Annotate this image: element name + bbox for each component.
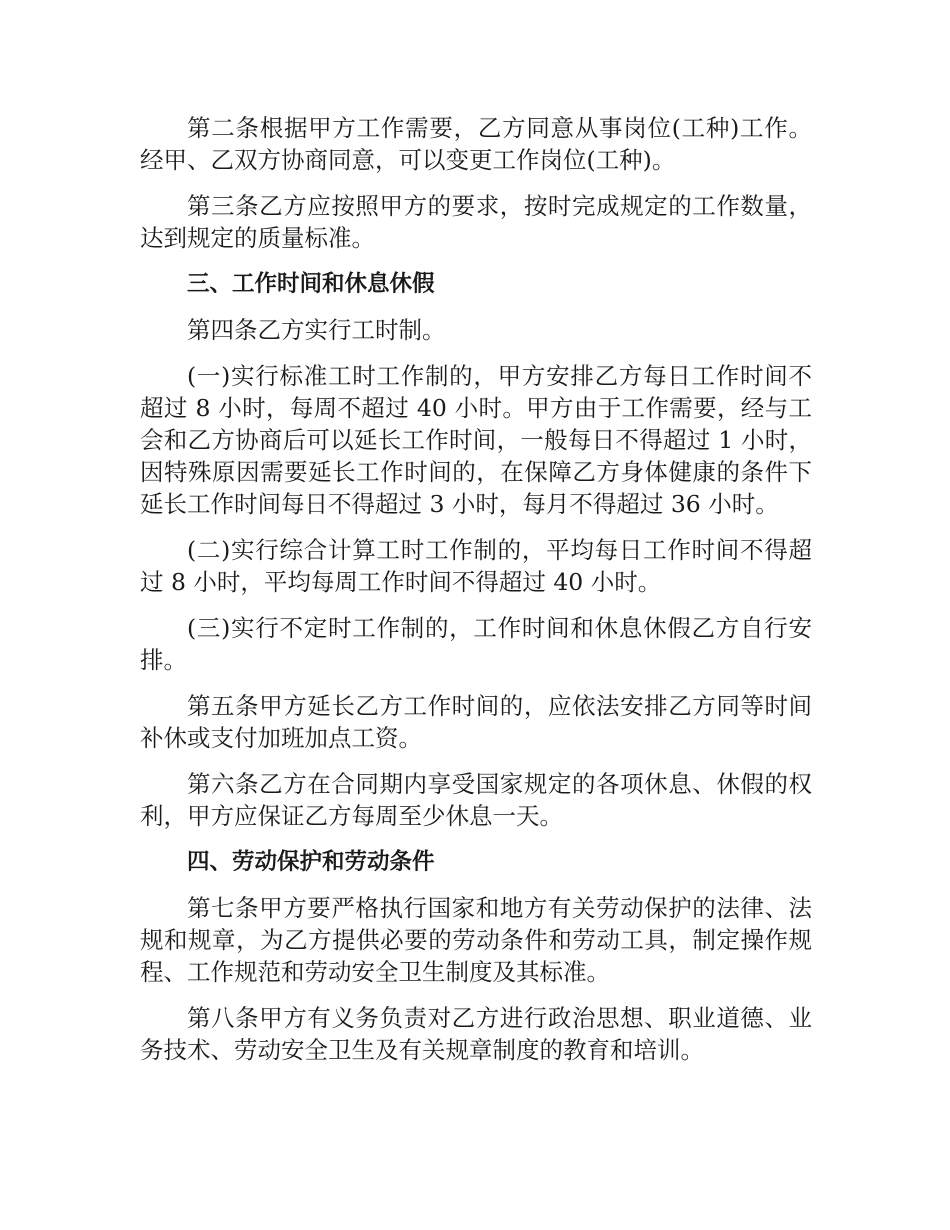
article-4-item-2: (二)实行综合计算工时工作制的，平均每日工作时间不得超过 8 小时，平均每周工作时间不得超过 40 小时。 (140, 536, 812, 596)
article-7-paragraph: 第七条甲方要严格执行国家和地方有关劳动保护的法律、法规和规章，为乙方提供必要的劳动条件和劳动工具，制定操作规程、工作规范和劳动安全卫生制度及其标准。 (140, 894, 812, 986)
article-6-paragraph: 第六条乙方在合同期内享受国家规定的各项休息、休假的权利，甲方应保证乙方每周至少休息一天。 (140, 770, 812, 830)
article-4-item-3: (三)实行不定时工作制的，工作时间和休息休假乙方自行安排。 (140, 614, 812, 674)
article-4-paragraph: 第四条乙方实行工时制。 (187, 316, 446, 344)
section-3-heading: 三、工作时间和休息休假 (187, 271, 435, 297)
article-2-paragraph: 第二条根据甲方工作需要，乙方同意从事岗位(工种)工作。经甲、乙双方协商同意，可以变更工作岗位(工种)。 (140, 114, 812, 174)
article-8-paragraph: 第八条甲方有义务负责对乙方进行政治思想、职业道德、业务技术、劳动安全卫生及有关规章制度的教育和培训。 (140, 1004, 812, 1064)
section-4-heading: 四、劳动保护和劳动条件 (187, 849, 435, 875)
article-3-paragraph: 第三条乙方应按照甲方的要求，按时完成规定的工作数量，达到规定的质量标准。 (140, 192, 812, 252)
document-page (140, 112, 812, 1080)
article-4-item-1: (一)实行标准工时工作制的，甲方安排乙方每日工作时间不超过 8 小时，每周不超过 40 小时。甲方由于工作需要，经与工会和乙方协商后可以延长工作时间，一般每日不得超过 1 小时，因特殊原因需要延长工作时间的，在保障乙方身体健康的条件下延长工作时间每日不得超过 3 小时，每月不得超过 36 小时。 (140, 362, 812, 518)
article-5-paragraph: 第五条甲方延长乙方工作时间的，应依法安排乙方同等时间补休或支付加班加点工资。 (140, 692, 812, 752)
